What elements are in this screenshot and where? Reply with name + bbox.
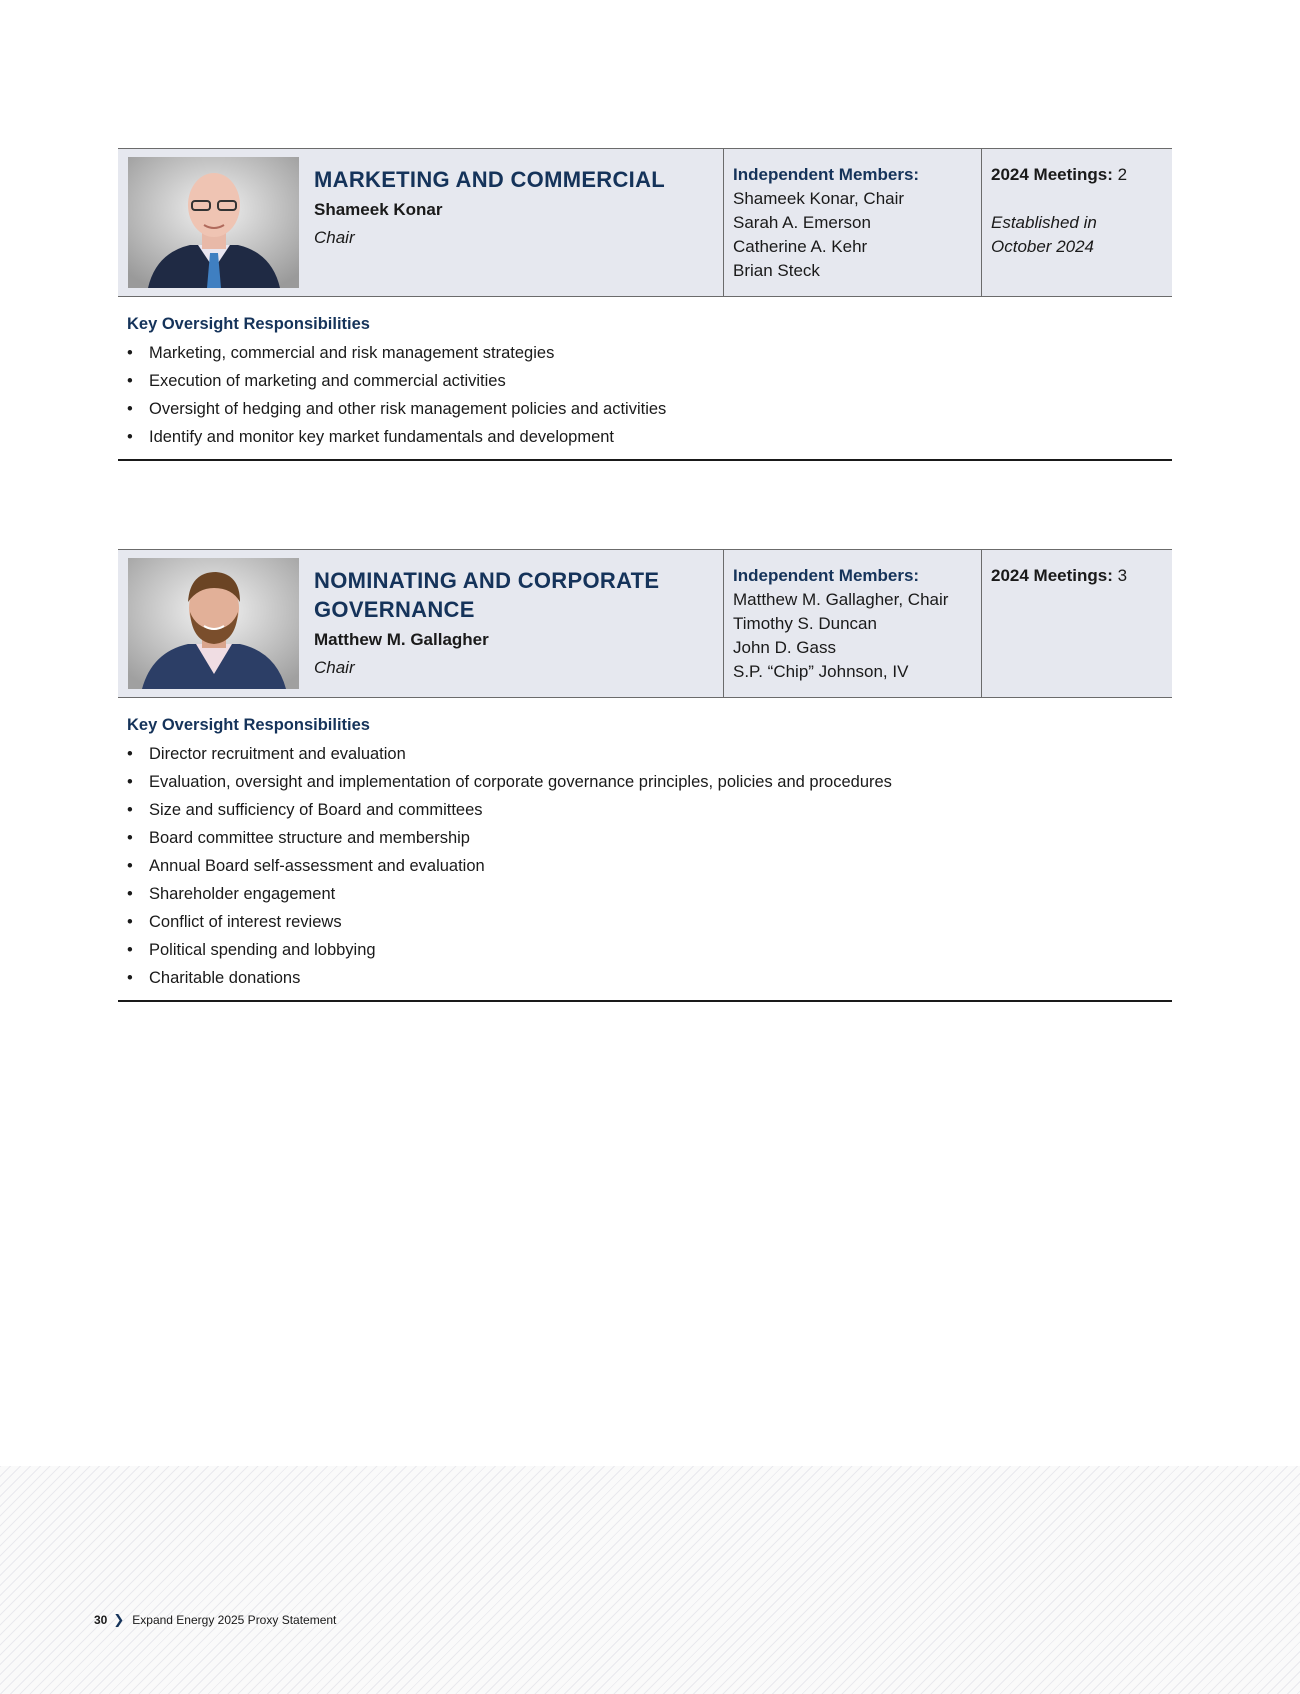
- member-item: Shameek Konar, Chair: [733, 189, 905, 208]
- committee-title: [314, 566, 659, 624]
- member-item: Catherine A. Kehr: [733, 237, 868, 256]
- member-item: S.P. “Chip” Johnson, IV: [733, 662, 909, 681]
- responsibility-item: • Board committee structure and membership: [127, 824, 1172, 852]
- committee-title: MARKETING AND COMMERCIAL: [314, 167, 666, 192]
- members-label: Independent Members:: [733, 165, 920, 184]
- responsibility-item: • Identify and monitor key market fundamentals and development: [127, 423, 1172, 451]
- responsibility-item: • Conflict of interest reviews: [127, 908, 1172, 936]
- established-line: October 2024: [991, 237, 1095, 256]
- established-note: [991, 211, 1164, 259]
- committee-title-line: GOVERNANCE: [314, 597, 475, 622]
- chair-role: Chair: [314, 658, 355, 677]
- page-number: 30: [94, 1613, 108, 1627]
- responsibilities-list: [127, 339, 1172, 451]
- committee-header: [118, 148, 1172, 297]
- members-cell: [724, 149, 982, 296]
- committee-marketing-commercial: [118, 148, 1172, 461]
- responsibility-item: • Execution of marketing and commercial activities: [127, 367, 1172, 395]
- established-line: Established in: [991, 213, 1097, 232]
- meetings-cell: [982, 149, 1172, 296]
- responsibility-item: • Charitable donations: [127, 964, 1172, 992]
- responsibility-item: • Political spending and lobbying: [127, 936, 1172, 964]
- page-footer: [94, 1612, 336, 1628]
- chair-photo: [128, 157, 299, 288]
- committee-title-cell: [118, 550, 724, 697]
- committee-title-line: NOMINATING AND CORPORATE: [314, 568, 660, 593]
- responsibility-item: • Annual Board self-assessment and evaluation: [127, 852, 1172, 880]
- chair-name: Shameek Konar: [314, 200, 443, 219]
- document-title: Expand Energy 2025 Proxy Statement: [132, 1613, 337, 1627]
- meetings-value: 3: [1112, 566, 1128, 585]
- responsibilities-title: Key Oversight Responsibilities: [127, 315, 370, 333]
- committee-title-cell: [118, 149, 724, 296]
- chair-photo: [128, 558, 299, 689]
- meetings-value: 2: [1112, 165, 1128, 184]
- responsibility-item: • Evaluation, oversight and implementation of corporate governance principles, policies and procedures: [127, 768, 1172, 796]
- member-item: Brian Steck: [733, 261, 820, 280]
- member-item: Sarah A. Emerson: [733, 213, 871, 232]
- member-item: John D. Gass: [733, 638, 836, 657]
- responsibility-item: • Director recruitment and evaluation: [127, 740, 1172, 768]
- member-item: Matthew M. Gallagher, Chair: [733, 590, 949, 609]
- chevron-right-icon: ❯: [113, 1612, 125, 1627]
- responsibility-item: • Shareholder engagement: [127, 880, 1172, 908]
- responsibility-item: • Size and sufficiency of Board and committees: [127, 796, 1172, 824]
- members-label: Independent Members:: [733, 566, 920, 585]
- responsibilities-list: [127, 740, 1172, 992]
- meetings-label: 2024 Meetings:: [991, 566, 1113, 585]
- responsibility-item: • Oversight of hedging and other risk management policies and activities: [127, 395, 1172, 423]
- chair-role: Chair: [314, 228, 355, 247]
- meetings-cell: [982, 550, 1172, 697]
- committee-nominating-governance: [118, 549, 1172, 1002]
- chair-name: Matthew M. Gallagher: [314, 630, 489, 649]
- member-item: Timothy S. Duncan: [733, 614, 877, 633]
- responsibilities-title: Key Oversight Responsibilities: [127, 716, 370, 734]
- responsibility-item: • Marketing, commercial and risk management strategies: [127, 339, 1172, 367]
- members-cell: [724, 550, 982, 697]
- meetings-line: [991, 564, 1164, 588]
- responsibilities-section: [118, 297, 1172, 461]
- footer-pattern: [0, 1466, 1300, 1694]
- meetings-line: [991, 163, 1164, 187]
- meetings-label: 2024 Meetings:: [991, 165, 1113, 184]
- committee-header: [118, 549, 1172, 698]
- responsibilities-section: [118, 698, 1172, 1002]
